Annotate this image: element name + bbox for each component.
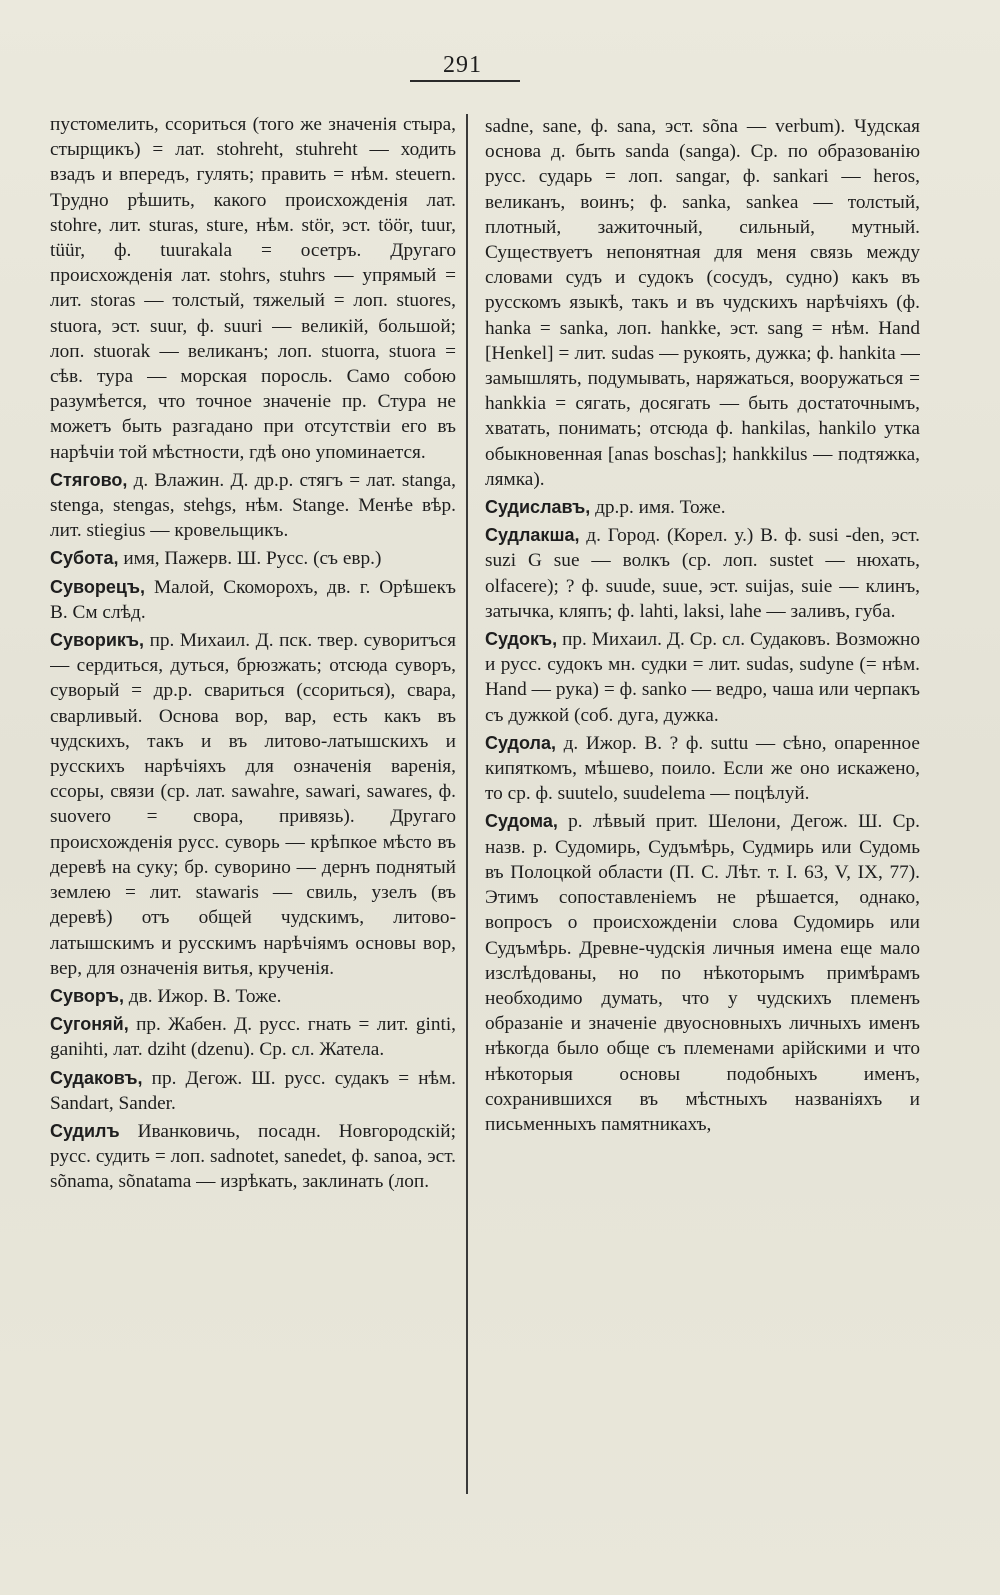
- entry-text: др.р. имя. Тоже.: [595, 497, 726, 519]
- entry-continuation: [50, 112, 456, 465]
- dictionary-entry: [50, 1066, 456, 1116]
- dictionary-entry: [485, 523, 920, 624]
- entry-text: дв. Ижор. В. Тоже.: [128, 985, 282, 1007]
- entry-text: р. лѣвый прит. Шелони, Дегож. Ш. Ср. назв. р. Судомирь, Судъмѣрь, Судмирь или Судомь въ Полоцкой области (П. С. Лѣт. т. I. 63, V, IX, 77). Этимъ сопоставленіемъ не рѣшается, однако, вопросъ о происхожденіи слова Судомирь или Судъмѣрь. Древне-чудскія личныя имена еще мало изслѣдованы, но по нѣкоторымъ примѣрамъ необходимо думать, что у чудскихъ племенъ образаніе и значеніе двуосновныхъ личныхъ именъ нѣкогда было обще съ племенами арійскими и что нѣкоторыя основы подобныхъ именъ, сохранившихся въ мѣстныхъ названіяхъ и письменныхъ памятникахъ,: [485, 811, 920, 1135]
- entry-headword: Судома,: [485, 811, 558, 832]
- entry-headword: Судокъ,: [485, 629, 558, 650]
- entry-text: Малой, Скоморохъ, дв. г. Орѣшекъ В. См слѣд.: [50, 576, 456, 623]
- dictionary-entry: [485, 731, 920, 807]
- entry-text: пр. Дегож. Ш. русс. судакъ = нѣм. Sandart, Sander.: [50, 1067, 456, 1114]
- entry-text: пустомелить, ссориться (того же значенія стыра, стырщикъ) = лат. stohreht, stuhreht — ходить взадъ и впередъ, гулять; править = нѣм. steuern. Трудно рѣшить, какого происхожденія лат. stohre, лит. sturas, sture, нѣм. stör, эст. töör, tuur, tüür, ф. tuurakala = осетръ. Другаго происхожденія лат. stohrs, stuhrs — упрямый = лит. storas — толстый, тяжелый = лоп. stuores, stuora, эст. suur, ф. suuri — великій, большой; лоп. stuorak — великанъ; лоп. stuorra, stuora = сѣв. тура — морская поросль. Само собою разумѣется, что точное значеніе пр. Стура не можетъ быть разгадано при отсутствіи его въ нарѣчіи той мѣстности, гдѣ оно упоминается.: [50, 114, 456, 463]
- dictionary-entry: [50, 575, 456, 625]
- entry-headword: Судилъ: [50, 1120, 120, 1141]
- entry-text: пр. Михаил. Д. Ср. сл. Судаковъ. Возможно и русс. судокъ мн. судки = лит. sudas, sudyne (= нѣм. Hand — рука) = ф. sanko — ведро, чаша или черпакъ съ дужкой (соб. дуга, дужка.: [485, 629, 920, 726]
- entry-headword: Судлакша,: [485, 525, 580, 546]
- dictionary-entry: [485, 495, 920, 520]
- entry-continuation: [485, 114, 920, 492]
- entry-text: Иванковичь, посадн. Новгородскій; русс. судить = лоп. sadnotet, sanedet, ф. sanoa, эст. sõnama, sõnatama — изрѣкать, заклинать (лоп.: [50, 1120, 456, 1193]
- entry-text: д. Город. (Корел. у.) В. ф. susi -den, эст. suzi G sue — волкъ (ср. лоп. sustet — нюхать, olfacere); ? ф. suude, suue, эст. suijas, suie — клинъ, затычка, кляпъ; ф. lahti, laksi, lahe — заливъ, губа.: [485, 525, 920, 622]
- dictionary-entry: [50, 984, 456, 1009]
- entry-headword: Суворикъ,: [50, 630, 145, 651]
- right-column: [485, 114, 920, 1484]
- entry-headword: Сугоняй,: [50, 1014, 129, 1035]
- dictionary-entry: [485, 627, 920, 728]
- entry-text: д. Влажин. Д. др.р. стягъ = лат. stanga, stenga, stengas, stehgs, нѣм. Stange. Менѣе вѣр. лит. stiegius — кровельщикъ.: [50, 469, 456, 542]
- dictionary-entry: [50, 1012, 456, 1062]
- entry-text: имя, Пажерв. Ш. Русс. (съ евр.): [123, 548, 382, 570]
- column-divider: [466, 114, 468, 1494]
- entry-text: пр. Жабен. Д. русс. гнать = лит. ginti, ganihti, лат. dziht (dzenu). Ср. сл. Жатела.: [50, 1014, 456, 1061]
- entry-headword: Суворъ,: [50, 985, 124, 1006]
- entry-text: sadne, sane, ф. sana, эст. sõna — verbum). Чудская основа д. быть sanda (sanga). Ср. по образованію русс. сударь = лоп. sangar, ф. sankari — heros, великанъ, воинъ; ф. sanka, sankea — толстый, плотный, зажиточный, сильный, мутный. Существуетъ непонятная для меня связь между словами судъ и судокъ (сосудъ, судно) какъ въ русскомъ языкѣ, такъ и въ чудскихъ нарѣчіяхъ (ф. hanka = sanka, лоп. hankke, эст. sang = нѣм. Hand [Henkel] = лит. sudas — рукоять, дужка; ф. hankita — замышлять, подумывать, наряжаться, вооружаться = hankkia = сягать, досягать — быть достаточнымъ, хватать, понимать; отсюда ф. hankilas, hankilo утка обыкновенная [anas boschas]; hankkilus — подтяжка, лямка).: [485, 116, 920, 490]
- entry-headword: Стягово,: [50, 469, 128, 490]
- entry-headword: Судаковъ,: [50, 1067, 143, 1088]
- page-number: 291: [443, 52, 482, 78]
- entry-headword: Суворецъ,: [50, 576, 146, 597]
- header-rule: [410, 80, 520, 82]
- dictionary-entry: [50, 628, 456, 981]
- entry-text: д. Ижор. В. ? ф. suttu — сѣно, опаренное кипяткомъ, мѣшево, поило. Если же оно искажено, то ср. ф. suutelo, suudelema — поцѣлуй.: [485, 732, 920, 805]
- entry-headword: Судиславъ,: [485, 497, 591, 518]
- entry-headword: Судола,: [485, 732, 556, 753]
- left-column: [50, 112, 456, 1482]
- entry-headword: Субота,: [50, 548, 119, 569]
- dictionary-entry: [50, 468, 456, 544]
- dictionary-entry: [485, 809, 920, 1137]
- dictionary-entry: [50, 546, 456, 571]
- dictionary-entry: [50, 1119, 456, 1195]
- entry-text: пр. Михаил. Д. пск. твер. суворитъся — сердиться, дуться, брюзжать; отсюда суворъ, суворый = др.р. свариться (ссориться), свара, сварливый. Основа вор, вар, есть какъ въ чудскихъ, такъ и въ литово-латышскихъ и русскихъ нарѣчіяхъ для означенія варенія, ссоры, связи (ср. лат. sawahre, sawari, sawares, ф. suovero = свора, привязь). Другаго происхожденія русс. суворь — крѣпкое мѣсто въ деревѣ на суку; бр. суворино — дернъ поднятый землею = лит. stawaris — свиль, узелъ (въ деревѣ) отъ общей чудскимъ, литово-латышскимъ и русскимъ нарѣчіямъ основы вор, вер, для означенія витья, крученія.: [50, 630, 456, 979]
